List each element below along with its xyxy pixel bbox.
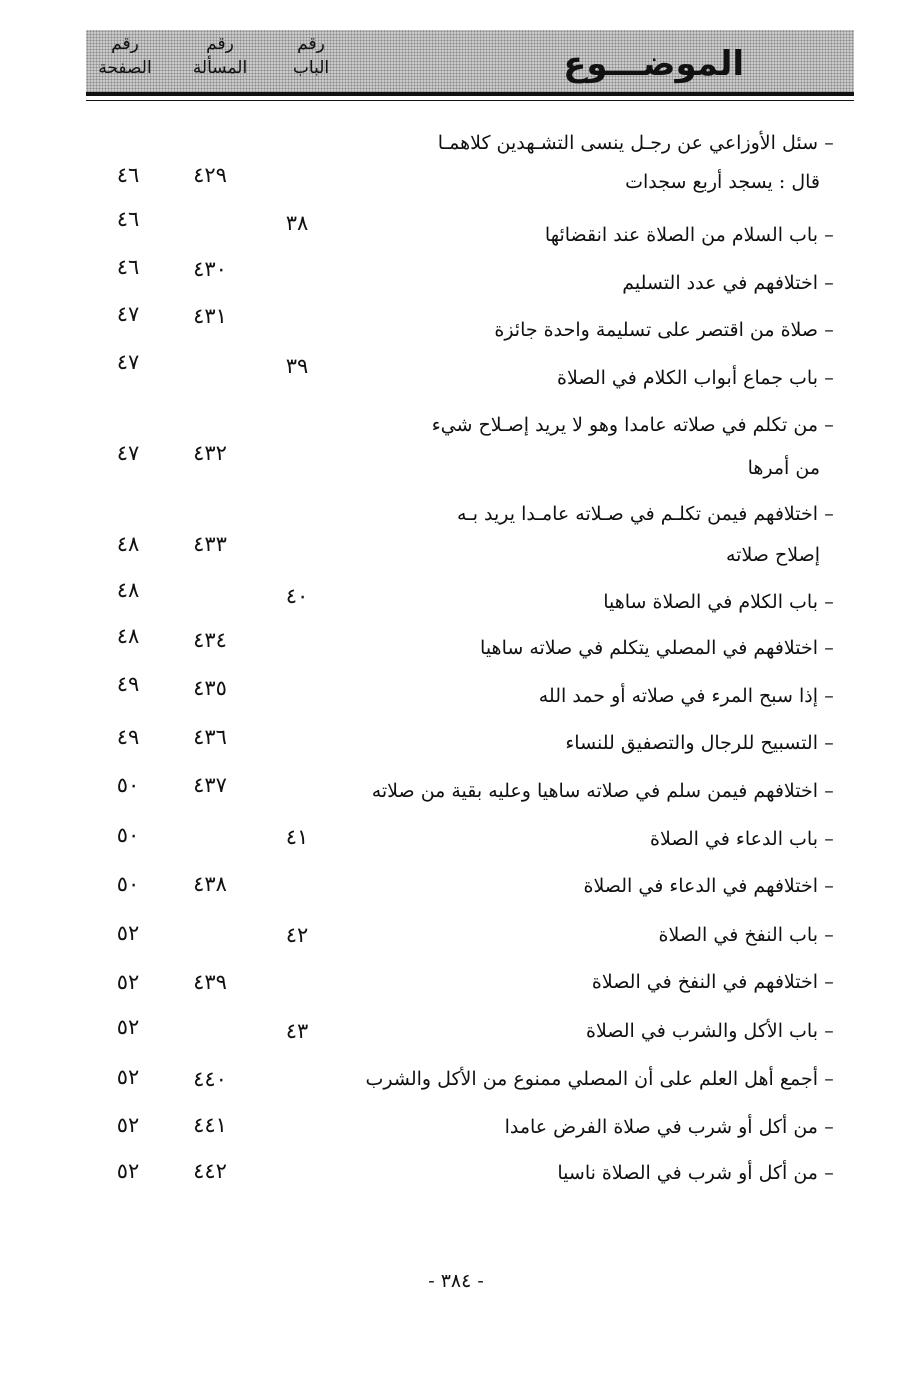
table-row: [0, 816, 912, 864]
header-topic-title: الموضـــوع: [563, 44, 744, 84]
page-number: ٤٨: [116, 532, 140, 556]
issue-number: ٤٣٨: [193, 872, 227, 896]
table-row: [0, 959, 912, 1007]
table-row: [0, 120, 912, 193]
issue-number: ٤٣٥: [193, 676, 227, 700]
issue-number: ٤٤١: [193, 1113, 227, 1137]
page-number: ٥٠: [116, 823, 140, 847]
page-footer-number: - ٣٨٤ -: [428, 1270, 484, 1292]
chapter-number: ٣٨: [285, 211, 309, 235]
row-title-continuation: من أمرها: [747, 457, 820, 479]
table-row: [0, 402, 912, 479]
chapter-number: ٤٣: [285, 1019, 309, 1043]
row-title: –اختلافهم في المصلي يتكلم في صلاته ساهيا: [480, 637, 834, 659]
row-title: –اختلافهم في عدد التسليم: [622, 272, 834, 294]
issue-number: ٤٤٢: [193, 1159, 227, 1183]
page-number: ٤٧: [116, 302, 140, 326]
issue-number: ٤٣٠: [193, 257, 227, 281]
page-number: ٥٢: [116, 1015, 140, 1039]
table-row: [0, 625, 912, 673]
page-number: ٥٢: [116, 970, 140, 994]
table-row: [0, 1150, 912, 1198]
row-title: –اختلافهم فيمن سلم في صلاته ساهيا وعليه بقية من صلاته: [371, 780, 834, 802]
issue-number: ٤٣١: [193, 304, 227, 328]
table-header: [86, 30, 854, 96]
page-number: ٤٦: [116, 255, 140, 279]
page-number: ٤٩: [116, 672, 140, 696]
page-number: ٤٦: [116, 163, 140, 187]
chapter-number: ٣٩: [285, 354, 309, 378]
issue-number: ٤٣٤: [193, 628, 227, 652]
table-row: [0, 863, 912, 911]
table-row: [0, 1008, 912, 1056]
page-number: ٤٦: [116, 207, 140, 231]
row-title-continuation: قال : يسجد أربع سجدات: [625, 171, 820, 193]
table-row: [0, 1056, 912, 1104]
row-title: –من أكل أو شرب في صلاة الفرض عامدا: [504, 1116, 834, 1138]
table-row: [0, 350, 912, 403]
issue-number: ٤٣٧: [193, 773, 227, 797]
row-title: –باب الأكل والشرب في الصلاة: [586, 1020, 834, 1042]
page-number: ٥٠: [116, 773, 140, 797]
issue-number: ٤٣٣: [193, 532, 227, 556]
table-row: [0, 912, 912, 960]
row-title: –سئل الأوزاعي عن رجـل ينسى التشـهدين كلاهمـا: [437, 132, 834, 154]
page-number: ٥٢: [116, 1159, 140, 1183]
header-chapter-label-1: رقم: [297, 34, 325, 54]
chapter-number: ٤٠: [285, 584, 309, 608]
row-title: –باب السلام من الصلاة عند انقضائها: [544, 224, 834, 246]
table-row: [0, 1104, 912, 1152]
page-number: ٤٧: [116, 441, 140, 465]
row-title: –باب الكلام في الصلاة ساهيا: [603, 591, 834, 613]
row-title: –باب النفخ في الصلاة: [658, 924, 834, 946]
header-issue-label-2: المسألة: [192, 58, 248, 78]
row-title: –التسبيح للرجال والتصفيق للنساء: [565, 732, 834, 754]
page-number: ٥٢: [116, 1113, 140, 1137]
row-title: –إذا سبح المرء في صلاته أو حمد الله: [538, 685, 834, 707]
page-number: ٤٧: [116, 350, 140, 374]
table-row: [0, 579, 912, 627]
chapter-number: ٤٢: [285, 923, 309, 947]
row-title: –اختلافهم في الدعاء في الصلاة: [583, 875, 834, 897]
row-title: –اختلافهم فيمن تكلـم في صـلاته عامـدا يريد بـه: [456, 503, 834, 525]
page-number: ٤٨: [116, 624, 140, 648]
chapter-number: ٤١: [285, 825, 309, 849]
issue-number: ٤٣٢: [193, 441, 227, 465]
page-number: ٥٢: [116, 1065, 140, 1089]
header-page-label-1: رقم: [111, 34, 139, 54]
table-row: [0, 720, 912, 768]
issue-number: ٤٣٩: [193, 970, 227, 994]
row-title: –باب الدعاء في الصلاة: [650, 828, 834, 850]
issue-number: ٤٣٦: [193, 725, 227, 749]
row-title: –من أكل أو شرب في الصلاة ناسيا: [557, 1162, 834, 1184]
issue-number: ٤٤٠: [193, 1067, 227, 1091]
table-row: [0, 768, 912, 816]
table-row: [0, 673, 912, 721]
page-number: ٥٢: [116, 921, 140, 945]
header-chapter-label-2: الباب: [292, 58, 330, 78]
header-issue-label-1: رقم: [206, 34, 234, 54]
row-title: –باب جماع أبواب الكلام في الصلاة: [557, 367, 834, 389]
table-row: [0, 491, 912, 566]
row-title: –اختلافهم في النفخ في الصلاة: [591, 971, 834, 993]
row-title: –صلاة من اقتصر على تسليمة واحدة جائزة: [494, 319, 834, 341]
page-number: ٥٠: [116, 872, 140, 896]
issue-number: ٤٢٩: [193, 163, 227, 187]
page-number: ٤٨: [116, 578, 140, 602]
header-page-column: [90, 34, 160, 78]
row-title-continuation: إصلاح صلاته: [726, 544, 820, 566]
header-page-label-2: الصفحة: [98, 58, 152, 78]
header-chapter-column: [276, 34, 346, 78]
row-title: –أجمع أهل العلم على أن المصلي ممنوع من الأكل والشرب: [365, 1068, 834, 1090]
header-issue-column: [180, 34, 260, 78]
page-number: ٤٩: [116, 725, 140, 749]
row-title: –من تكلم في صلاته عامدا وهو لا يريد إصـلاح شيء: [431, 414, 834, 436]
